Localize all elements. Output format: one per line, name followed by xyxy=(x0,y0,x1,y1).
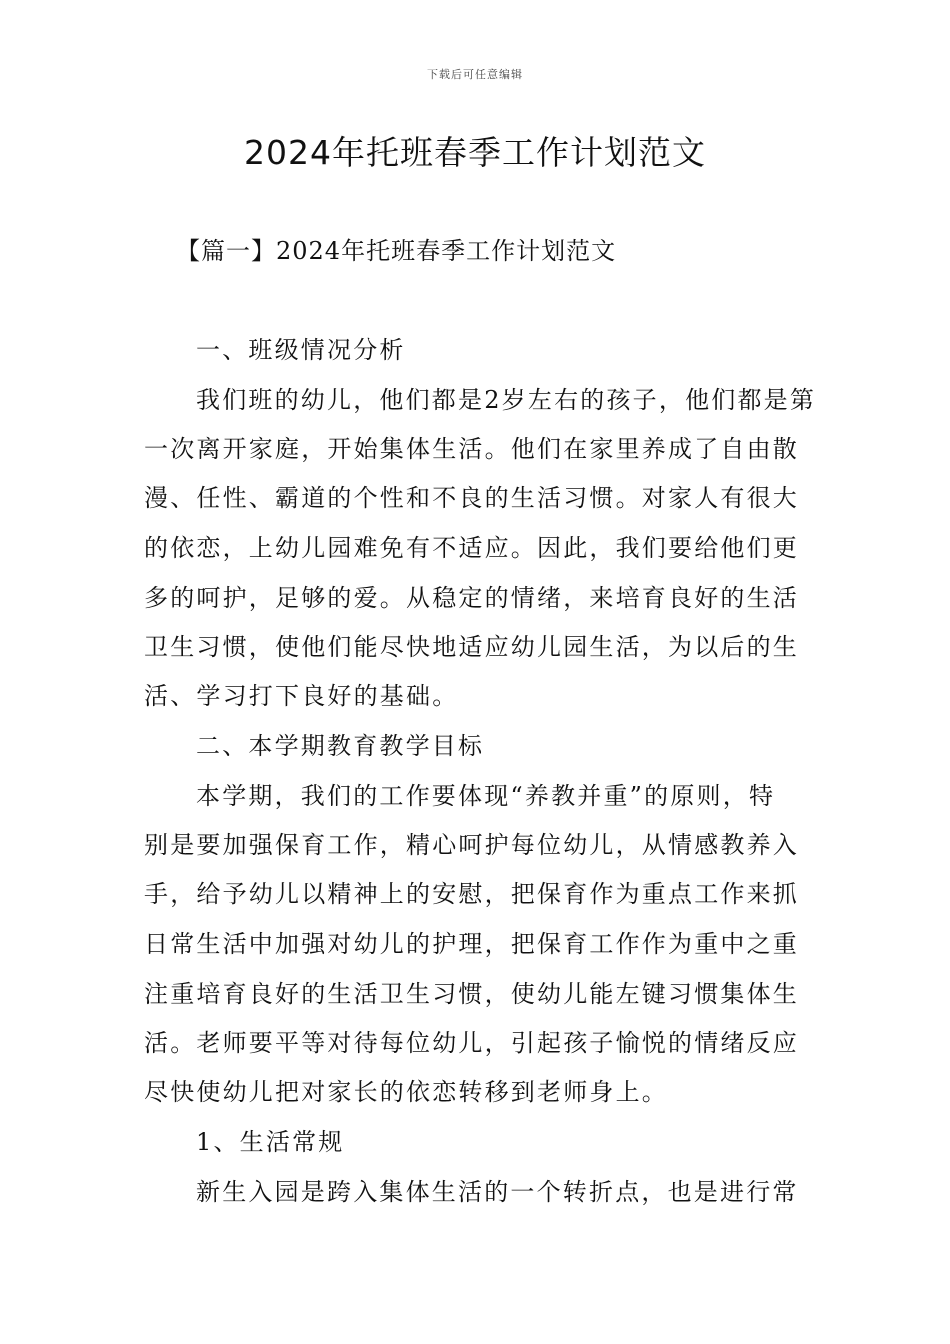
paragraph-line: 日常生活中加强对幼儿的护理，把保育工作作为重中之重 xyxy=(144,930,799,958)
paragraph-line: 手，给予幼儿以精神上的安慰，把保育作为重点工作来抓 xyxy=(144,880,799,908)
paragraph-line: 一次离开家庭，开始集体生活。他们在家里养成了自由散 xyxy=(144,435,799,463)
paragraph-line: 的依恋，上幼儿园难免有不适应。因此，我们要给他们更 xyxy=(144,534,799,562)
paragraph-line: 活。老师要平等对待每位幼儿，引起孩子愉悦的情绪反应 xyxy=(144,1029,799,1057)
paragraph-line: 别是要加强保育工作，精心呵护每位幼儿，从情感教养入 xyxy=(144,831,799,859)
paragraph-line: 卫生习惯，使他们能尽快地适应幼儿园生活，为以后的生 xyxy=(144,633,799,661)
section-heading: 【篇一】2024年托班春季工作计划范文 xyxy=(176,237,617,265)
page-header-note: 下载后可任意编辑 xyxy=(427,68,523,81)
paragraph-line: 多的呵护，足够的爱。从稳定的情绪，来培育良好的生活 xyxy=(144,584,799,612)
document-title: 2024年托班春季工作计划范文 xyxy=(244,133,706,172)
subheading-class-analysis: 一、班级情况分析 xyxy=(196,336,406,364)
paragraph-line: 我们班的幼儿，他们都是2岁左右的孩子，他们都是第 xyxy=(196,386,817,414)
paragraph-line: 活、学习打下良好的基础。 xyxy=(144,682,459,710)
paragraph-line: 新生入园是跨入集体生活的一个转折点，也是进行常 xyxy=(196,1178,799,1206)
paragraph-line: 漫、任性、霸道的个性和不良的生活习惯。对家人有很大 xyxy=(144,484,799,512)
paragraph-line: 本学期，我们的工作要体现“养教并重”的原则，特 xyxy=(196,782,776,810)
paragraph-line: 尽快使幼儿把对家长的依恋转移到老师身上。 xyxy=(144,1078,668,1106)
subheading-life-routine: 1、生活常规 xyxy=(196,1128,345,1156)
paragraph-line: 注重培育良好的生活卫生习惯，使幼儿能左键习惯集体生 xyxy=(144,980,799,1008)
subheading-teaching-goals: 二、本学期教育教学目标 xyxy=(196,732,485,760)
